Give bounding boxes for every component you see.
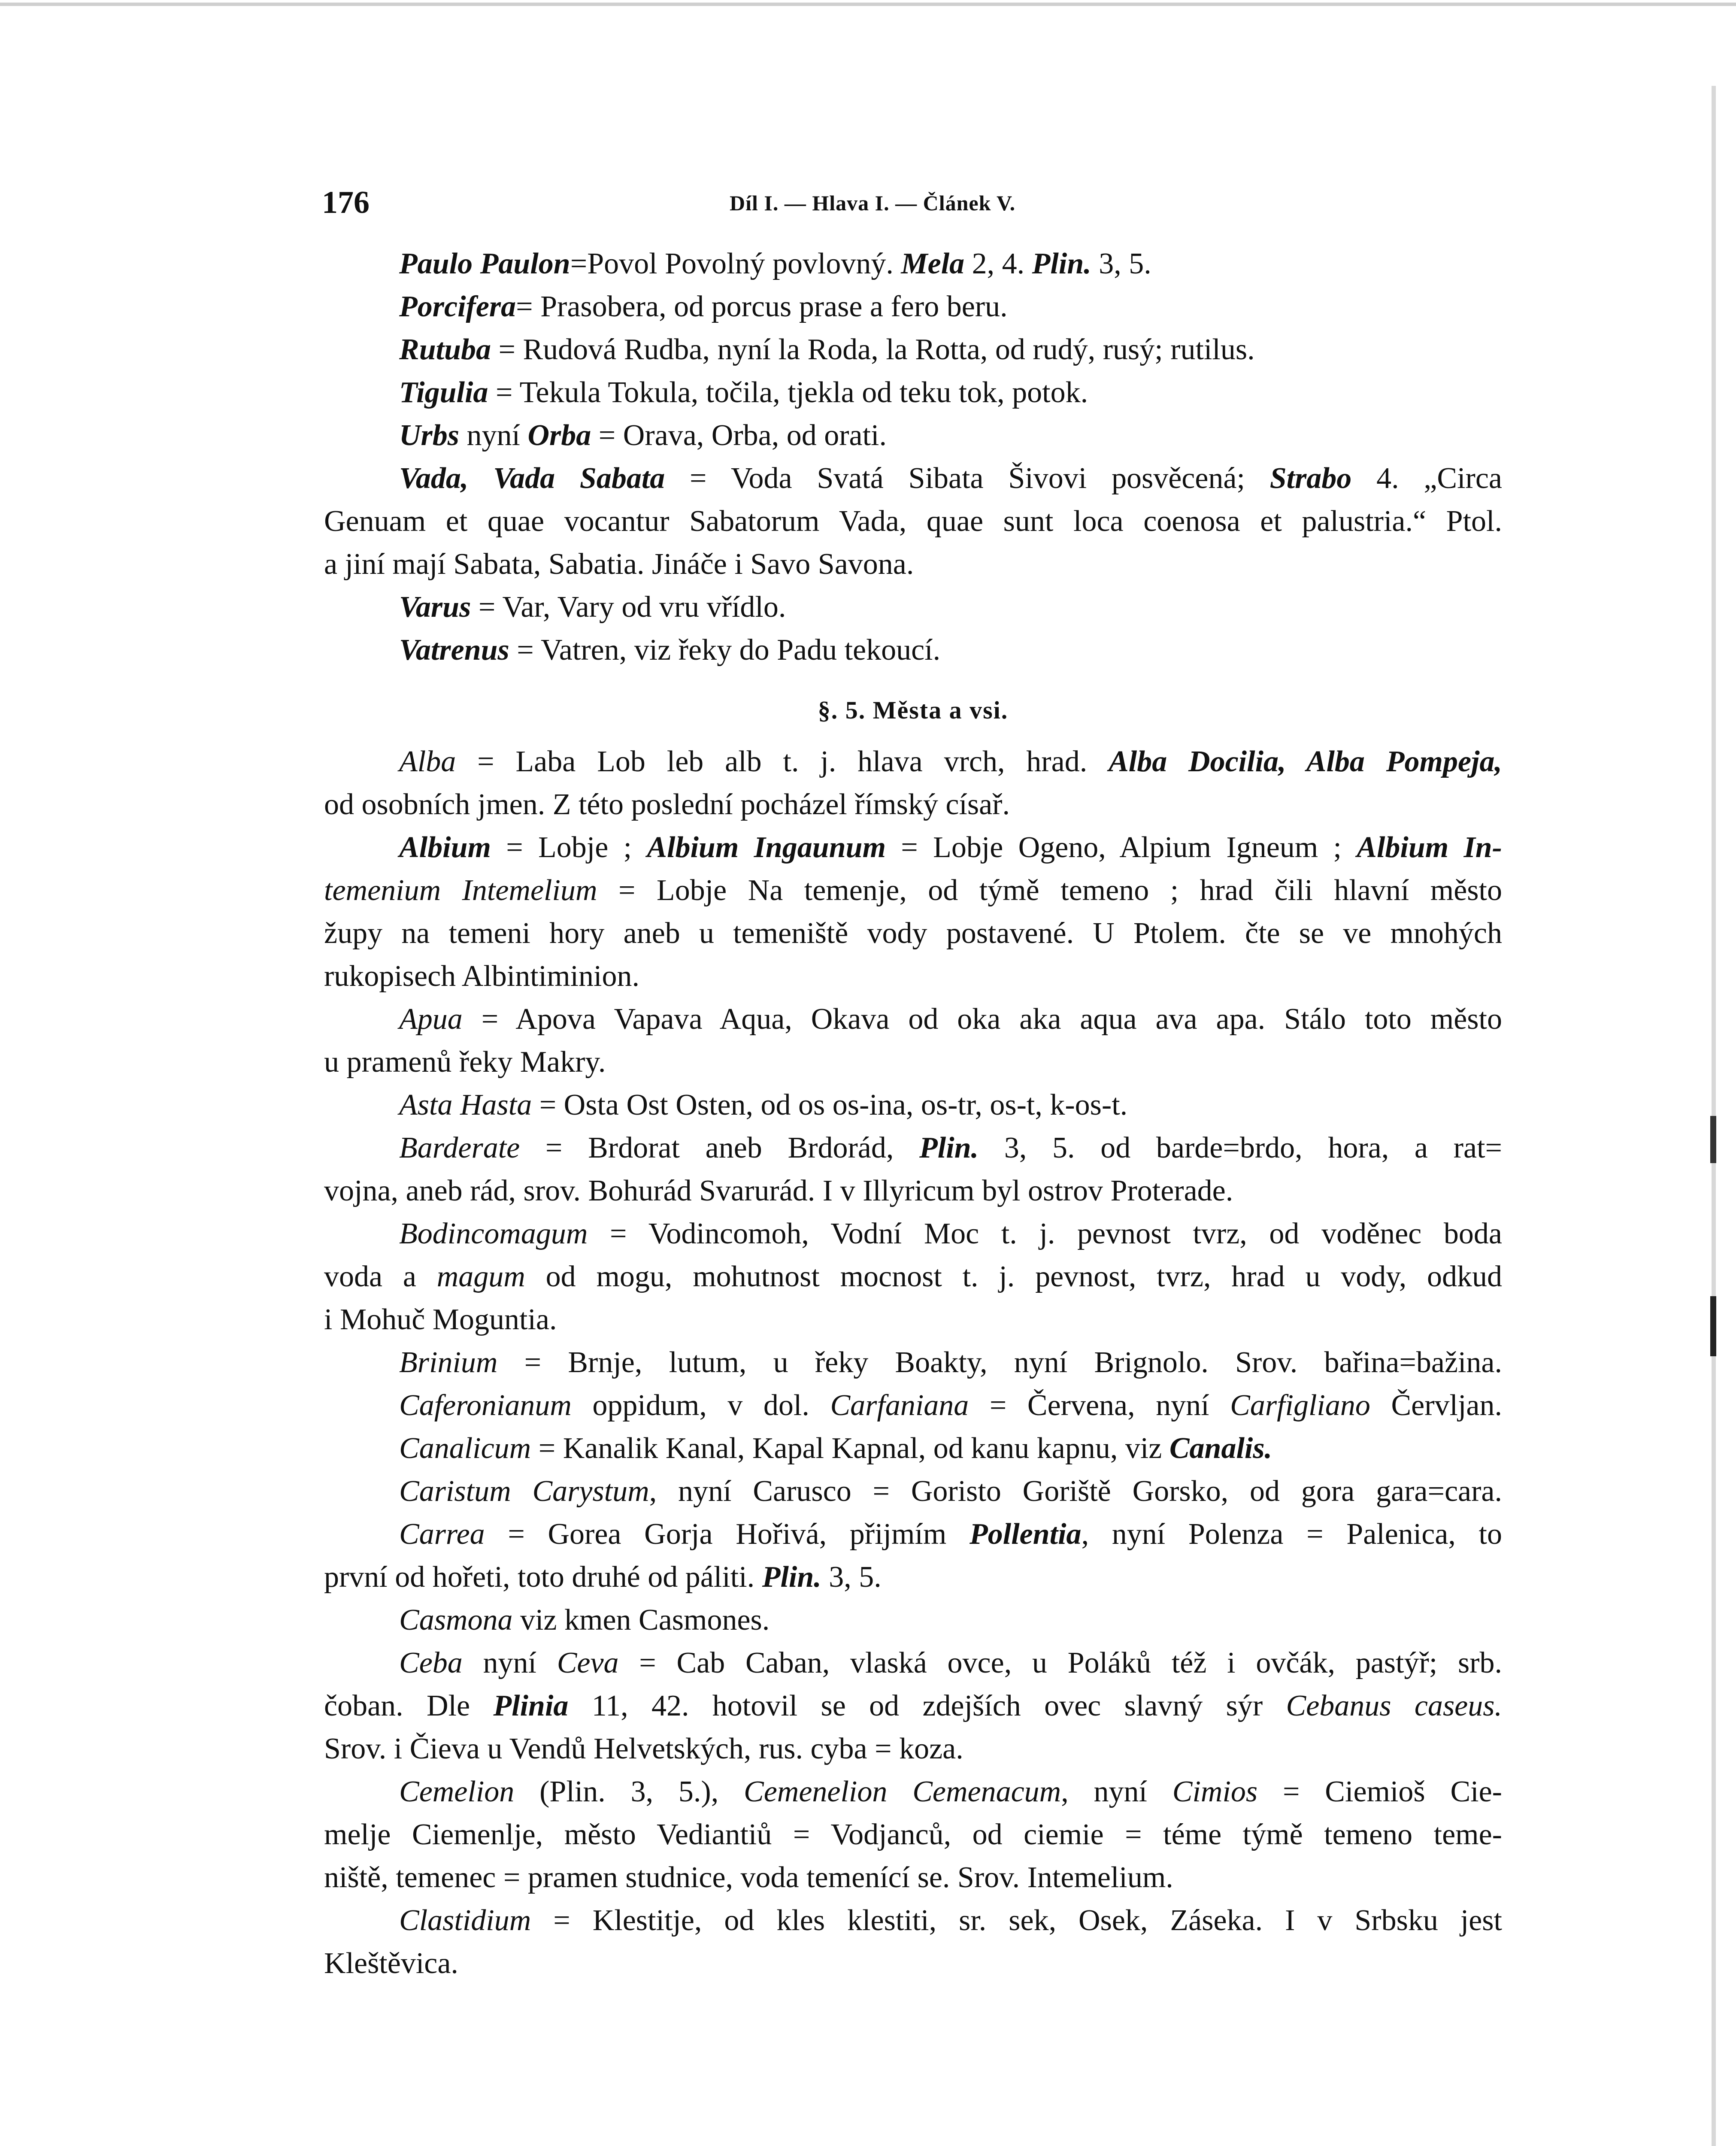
text-run: = Brnje, lutum, u řeky Boakty, nyní Brignolo. Srov. bařina=bažina. — [497, 1346, 1502, 1379]
text-run: rukopisech Albintiminion. — [324, 960, 639, 993]
term: Vatrenus — [399, 633, 509, 667]
text-line — [324, 998, 1502, 1041]
term: Plin. — [1032, 247, 1091, 280]
page-number: 176 — [322, 185, 370, 220]
text-run: první od hořeti, toto druhé od páliti. — [324, 1561, 762, 1594]
text-line — [324, 1813, 1502, 1856]
text-run: 3, 5. — [1091, 247, 1151, 280]
text-run: u pramenů řeky Makry. — [324, 1046, 606, 1079]
text-line — [324, 414, 1502, 457]
text-run: vojna, aneb rád, srov. Bohurád Svarurád. I v Illyricum byl ostrov Proterade. — [324, 1174, 1233, 1207]
text-run: nyní — [459, 419, 528, 452]
text-line — [324, 783, 1502, 826]
text-run: = Var, Vary od vru vřídlo. — [471, 591, 786, 624]
text-line — [324, 955, 1502, 998]
text-line — [324, 1899, 1502, 1942]
text-run: oppidum, v dol. — [571, 1389, 830, 1422]
text-run: , nyní — [1061, 1775, 1172, 1808]
term: Caferonianum — [399, 1389, 572, 1422]
term: Pollentia — [969, 1518, 1082, 1551]
text-run: od mogu, mohutnost mocnost t. j. pevnost, tvrz, hrad u vody, odkud — [525, 1260, 1502, 1293]
text-line — [324, 629, 1502, 672]
text-line — [324, 500, 1502, 543]
term: Clastidium — [399, 1904, 531, 1937]
text-run: 3, 5. od barde=brdo, hora, a rat= — [979, 1131, 1502, 1164]
term: magum — [436, 1260, 525, 1293]
text-line — [324, 869, 1502, 912]
text-line — [324, 1427, 1502, 1470]
text-run: = Gorea Gorja Hořivá, přijmím — [485, 1518, 969, 1551]
term: Asta Hasta — [399, 1088, 532, 1121]
text-line — [324, 1556, 1502, 1599]
text-line — [324, 1212, 1502, 1255]
term: Varus — [399, 591, 471, 624]
running-head: Díl I. — Hlava I. — Článek V. — [730, 191, 1016, 215]
term: Ceva — [557, 1646, 619, 1679]
term: Casmona — [399, 1603, 513, 1637]
text-run: voda a — [324, 1260, 437, 1293]
text-line — [324, 1856, 1502, 1899]
text-line — [324, 740, 1502, 783]
term: Barderate — [399, 1131, 520, 1164]
term: Canalis. — [1169, 1432, 1272, 1465]
term: Brinium — [399, 1346, 498, 1379]
text-run: = Lobje Ogeno, Alpium Igneum ; — [886, 831, 1357, 864]
text-line — [324, 826, 1502, 869]
term: Carfaniana — [830, 1389, 969, 1422]
term: Strabo — [1269, 462, 1352, 495]
term: Plin. — [919, 1131, 979, 1164]
text-run: nyní — [462, 1646, 557, 1679]
text-run: = Apova Vapava Aqua, Okava od oka aka aqua ava apa. Stálo toto město — [462, 1003, 1502, 1036]
term: Cebanus caseus. — [1286, 1689, 1502, 1722]
text-run: viz kmen Casmones. — [512, 1603, 770, 1637]
text-line — [324, 1728, 1502, 1770]
text-run: (Plin. 3, 5.), — [514, 1775, 744, 1808]
text-run: , nyní Carusco = Goristo Goriště Gorsko, od gora gara=cara. — [649, 1475, 1502, 1508]
term: Cemelion — [399, 1775, 515, 1808]
text-line — [324, 1470, 1502, 1513]
text-line — [324, 1041, 1502, 1084]
term: Albium In- — [1357, 831, 1502, 864]
term: Porcifera — [399, 290, 516, 323]
term: Urbs — [399, 419, 460, 452]
term: temenium Intemelium — [324, 874, 597, 907]
text-run: a jiní mají Sabata, Sabatia. Jináče i Savo Savona. — [324, 548, 914, 581]
text-run: = Červena, nyní — [969, 1389, 1230, 1422]
term: Alba Docilia, Alba Pompeja, — [1109, 745, 1502, 778]
text-line — [324, 1513, 1502, 1556]
text-run: Genuam et quae vocantur Sabatorum Vada, quae sunt loca coenosa et palustria.“ Ptol. — [324, 505, 1502, 538]
term: Vada, Vada Sabata — [399, 462, 665, 495]
text-line — [324, 371, 1502, 414]
term: Cimios — [1172, 1775, 1258, 1808]
text-run: = Lobje ; — [491, 831, 647, 864]
text-line — [324, 328, 1502, 371]
text-line — [324, 1127, 1502, 1170]
text-run: 3, 5. — [821, 1561, 882, 1594]
term: Carrea — [399, 1518, 485, 1551]
page-header — [322, 185, 1515, 223]
term: Apua — [399, 1003, 463, 1036]
text-run: 11, 42. hotovil se od zdejších ovec slavný sýr — [568, 1689, 1286, 1722]
text-run: i Mohuč Moguntia. — [324, 1303, 557, 1336]
text-run: Kleštěvica. — [324, 1947, 458, 1980]
text-run: 2, 4. — [964, 247, 1032, 280]
text-line — [324, 1685, 1502, 1728]
text-run: =Povol Povolný povlovný. — [570, 247, 901, 280]
text-line — [324, 912, 1502, 955]
text-run: = Voda Svatá Sibata Šivovi posvěcená; — [665, 462, 1270, 495]
term: Carfigliano — [1230, 1389, 1370, 1422]
text-run: = Vatren, viz řeky do Padu tekoucí. — [509, 633, 941, 667]
text-run: Červljan. — [1370, 1389, 1502, 1422]
term: Tigulia — [399, 376, 488, 409]
text-line — [324, 1170, 1502, 1212]
term: Rutuba — [399, 333, 491, 366]
term: Orba — [527, 419, 591, 452]
text-run: = Prasobera, od porcus prase a fero beru. — [516, 290, 1008, 323]
text-run: = Ciemioš Cie- — [1257, 1775, 1502, 1808]
term: Plinia — [493, 1689, 569, 1722]
text-run: od osobních jmen. Z této poslední pocházel římský císař. — [324, 788, 1010, 821]
term: Cemenelion Cemenacum — [744, 1775, 1061, 1808]
text-run: = Cab Caban, vlaská ovce, u Poláků též i ovčák, pastýř; srb. — [618, 1646, 1502, 1679]
text-run: = Rudová Rudba, nyní la Roda, la Rotta, od rudý, rusý; rutilus. — [491, 333, 1255, 366]
term: Bodincomagum — [399, 1217, 588, 1250]
text-line — [324, 1341, 1502, 1384]
term: Plin. — [762, 1561, 821, 1594]
text-line — [324, 242, 1502, 285]
text-line — [324, 1298, 1502, 1341]
text-run: = Lobje Na temenje, od týmě temeno ; hrad čili hlavní město — [597, 874, 1502, 907]
text-line — [324, 1084, 1502, 1127]
body-text — [324, 242, 1502, 1985]
text-run: župy na temeni hory aneb u temeniště vody postavené. U Ptolem. čte se ve mnohých — [324, 917, 1502, 950]
text-line — [324, 457, 1502, 500]
text-run: , nyní Polenza = Palenica, to — [1081, 1518, 1502, 1551]
text-line — [324, 1599, 1502, 1642]
text-line — [324, 1942, 1502, 1985]
text-run: = Vodincomoh, Vodní Moc t. j. pevnost tvrz, od voděnec boda — [588, 1217, 1502, 1250]
term: Paulo Paulon — [399, 247, 570, 280]
text-run: niště, temenec = pramen studnice, voda temenící se. Srov. Intemelium. — [324, 1861, 1173, 1894]
section-heading: §. 5. Města a vsi. — [818, 696, 1009, 724]
text-run: čoban. Dle — [324, 1689, 494, 1722]
text-line — [324, 285, 1502, 328]
text-run: = Kanalik Kanal, Kapal Kapnal, od kanu kapnu, viz — [531, 1432, 1169, 1465]
text-line — [324, 586, 1502, 629]
term: Caristum Carystum — [399, 1475, 649, 1508]
text-run: 4. „Circa — [1351, 462, 1502, 495]
text-run: = Laba Lob leb alb t. j. hlava vrch, hrad. — [456, 745, 1109, 778]
text-run: melje Ciemenlje, město Vediantiů = Vodjanců, od ciemie = téme týmě temeno teme- — [324, 1818, 1502, 1851]
text-line — [324, 1384, 1502, 1427]
text-run: = Orava, Orba, od orati. — [591, 419, 887, 452]
text-run: = Tekula Tokula, točila, tjekla od teku tok, potok. — [488, 376, 1088, 409]
term: Albium — [399, 831, 491, 864]
term: Ceba — [399, 1646, 463, 1679]
term: Alba — [399, 745, 456, 778]
text-line — [324, 1255, 1502, 1298]
text-run: = Osta Ost Osten, od os os-ina, os-tr, os-t, k-os-t. — [532, 1088, 1128, 1121]
term: Canalicum — [399, 1432, 531, 1465]
text-line — [324, 1770, 1502, 1813]
text-run: = Klestitje, od kles klestiti, sr. sek, Osek, Záseka. I v Srbsku jest — [531, 1904, 1502, 1937]
text-run: = Brdorat aneb Brdorád, — [520, 1131, 920, 1164]
term: Mela — [901, 247, 965, 280]
term: Albium Ingaunum — [647, 831, 886, 864]
text-line — [324, 543, 1502, 586]
text-line — [324, 1642, 1502, 1685]
text-run: Srov. i Čieva u Vendů Helvetských, rus. cyba = koza. — [324, 1732, 963, 1765]
